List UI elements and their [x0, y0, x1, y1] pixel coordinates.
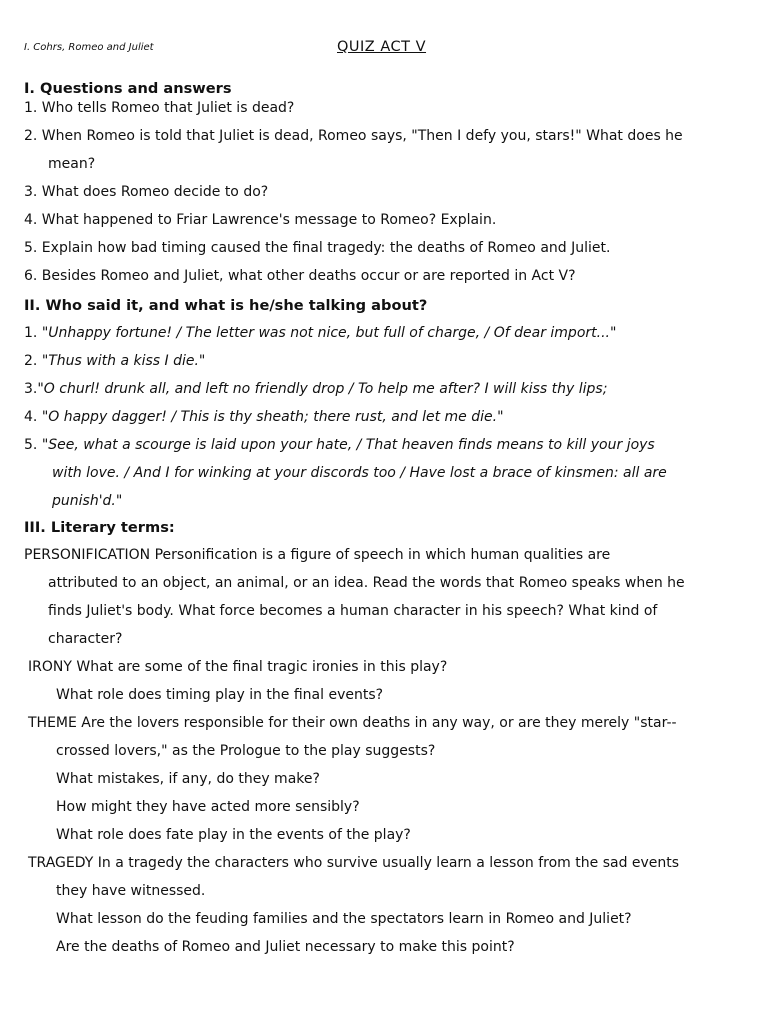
question-item: 4. What happened to Friar Lawrence's message to Romeo? Explain. — [24, 212, 497, 228]
term-line: IRONY What are some of the final tragic ironies in this play? — [28, 659, 448, 675]
quote-item — [24, 353, 744, 381]
term-line: PERSONIFICATION Personification is a figure of speech in which human qualities are — [24, 547, 611, 563]
term-line: What mistakes, if any, do they make? — [56, 771, 320, 787]
term-line: What role does fate play in the events of the play? — [56, 827, 411, 843]
question-item: 2. When Romeo is told that Juliet is dead, Romeo says, "Then I defy you, stars!" What does he — [24, 128, 683, 144]
section-heading: III. Literary terms: — [24, 519, 175, 536]
question-item-continued: mean? — [48, 156, 96, 172]
quote-item — [24, 381, 744, 409]
term-line: Are the deaths of Romeo and Juliet necessary to make this point? — [56, 939, 515, 955]
quote-item — [24, 409, 744, 437]
term-line: What lesson do the feuding families and the spectators learn in Romeo and Juliet? — [56, 911, 632, 927]
section-literary-terms — [24, 519, 744, 967]
quote-number: 2. — [24, 353, 38, 369]
author-header: I. Cohrs, Romeo and Juliet — [24, 42, 154, 53]
term-line: attributed to an object, an animal, or an idea. Read the words that Romeo speaks when he — [48, 575, 685, 591]
quote-continued: punish'd." — [52, 493, 123, 509]
quote-text: "Unhappy fortune! / The letter was not nice, but full of charge, / Of dear import..." — [41, 325, 617, 341]
term-line: crossed lovers," as the Prologue to the play suggests? — [56, 743, 436, 759]
term-line: How might they have acted more sensibly? — [56, 799, 360, 815]
quote-text: "O happy dagger! / This is thy sheath; there rust, and let me die." — [41, 409, 504, 425]
term-tragedy — [24, 855, 744, 967]
term-line: they have witnessed. — [56, 883, 206, 899]
quote-number: 4. — [24, 409, 38, 425]
quote-continued: with love. / And I for winking at your discords too / Have lost a brace of kinsmen: all are — [52, 465, 667, 481]
section-heading: II. Who said it, and what is he/she talking about? — [24, 297, 428, 314]
term-line: character? — [48, 631, 123, 647]
quote-number: 3. — [24, 381, 38, 397]
term-personification — [24, 547, 744, 659]
question-item: 6. Besides Romeo and Juliet, what other deaths occur or are reported in Act V? — [24, 268, 576, 284]
quote-text: "See, what a scourge is laid upon your hate, / That heaven finds means to kill your joys — [41, 437, 655, 453]
term-line: What role does timing play in the final events? — [56, 687, 384, 703]
question-item: 1. Who tells Romeo that Juliet is dead? — [24, 100, 295, 116]
term-line: TRAGEDY In a tragedy the characters who survive usually learn a lesson from the sad events — [28, 855, 680, 871]
term-line: finds Juliet's body. What force becomes a human character in his speech? What kind of — [48, 603, 658, 619]
term-line: THEME Are the lovers responsible for their own deaths in any way, or are they merely "star-- — [28, 715, 677, 731]
page-title: QUIZ ACT V — [337, 39, 427, 55]
quote-number: 5. — [24, 437, 38, 453]
question-item: 5. Explain how bad timing caused the final tragedy: the deaths of Romeo and Juliet. — [24, 240, 611, 256]
quote-text: "Thus with a kiss I die." — [41, 353, 206, 369]
term-irony — [24, 659, 744, 715]
term-theme — [24, 715, 744, 855]
quote-item — [24, 325, 744, 353]
quote-number: 1. — [24, 325, 38, 341]
quote-text: "O churl! drunk all, and left no friendly drop / To help me after? I will kiss thy lips; — [37, 381, 608, 397]
section-heading: I. Questions and answers — [24, 80, 232, 97]
question-item: 3. What does Romeo decide to do? — [24, 184, 269, 200]
section-questions — [24, 80, 744, 296]
quote-item — [24, 437, 744, 465]
section-quotes — [24, 297, 744, 521]
